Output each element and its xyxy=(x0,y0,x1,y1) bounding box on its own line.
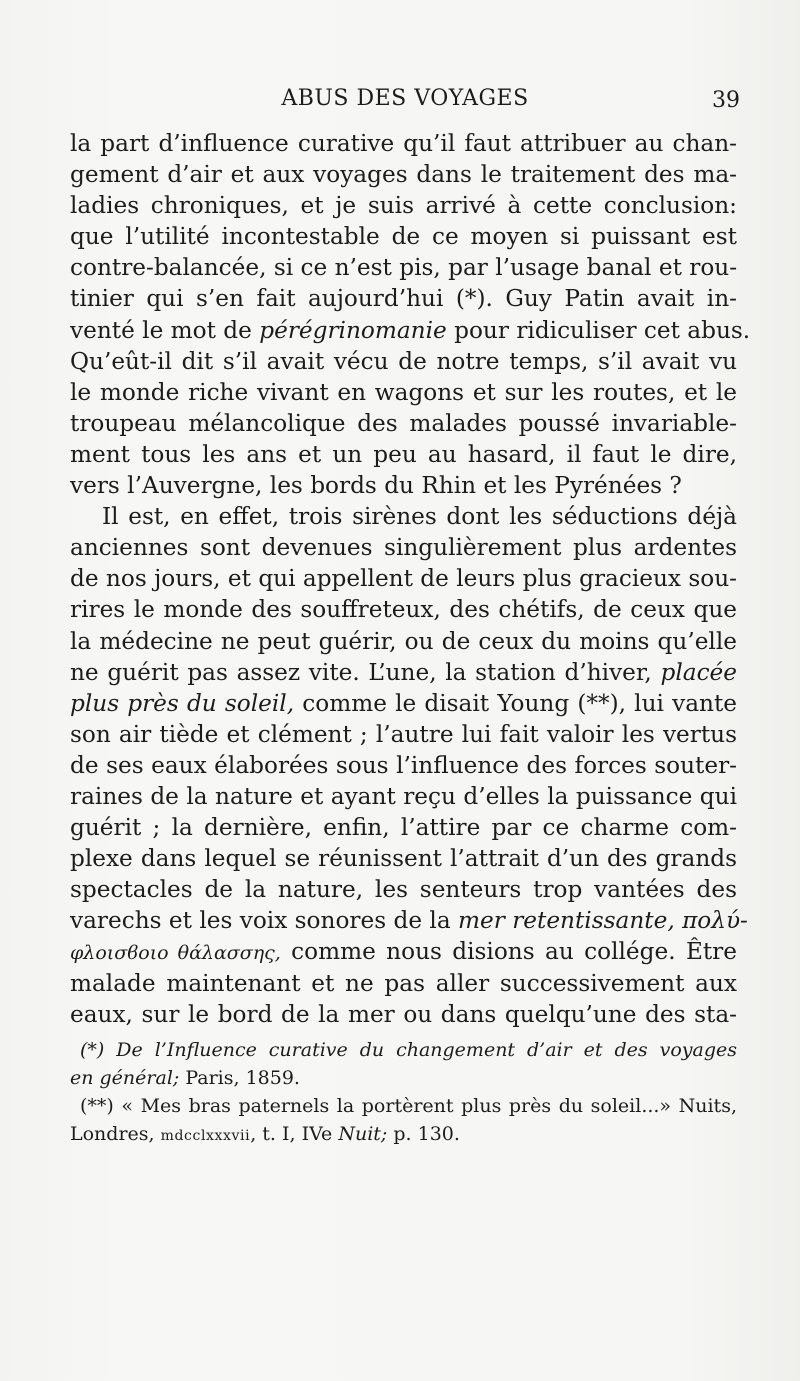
footnote-line xyxy=(70,1120,737,1148)
italic-phrase: placée xyxy=(660,658,737,686)
text-span: pour ridiculiser cet abus. xyxy=(446,316,751,344)
body-text xyxy=(70,128,751,1148)
text-span: ne guérit pas assez vite. L’une, la station d’hiver, xyxy=(70,658,652,686)
text-line: spectacles de la nature, les senteurs trop vantées des xyxy=(70,876,737,904)
text-line: de ses eaux élaborées sous l’influence des forces souter- xyxy=(70,751,737,779)
text-line: de nos jours, et qui appellent de leurs plus gracieux sou- xyxy=(70,565,738,593)
text-line: Qu’eût-il dit s’il avait vécu de notre temps, s’il avait vu xyxy=(70,347,737,375)
text-line: contre-balancée, si ce n’est pis, par l’usage banal et rou- xyxy=(70,254,738,282)
text-span: comme le disait Young (**), lui vante xyxy=(294,689,738,717)
running-title: ABUS DES VOYAGES xyxy=(281,86,529,111)
text-line: que l’utilité incontestable de ce moyen si puissant est xyxy=(70,223,737,251)
text-span: , t. I, IVe xyxy=(250,1122,339,1145)
text-line: anciennes sont devenues singulièrement plus ardentes xyxy=(70,534,737,562)
footnote-line: (**) « Mes bras paternels la portèrent plus près du soleil...» Nuits, xyxy=(80,1094,737,1117)
footnote-line xyxy=(70,1064,737,1092)
text-line: gement d’air et aux voyages dans le traitement des ma- xyxy=(70,161,737,189)
text-line xyxy=(70,688,737,719)
text-line: Il est, en effet, trois sirènes dont les séductions déjà xyxy=(102,503,737,531)
italic-term: Nuit; xyxy=(338,1122,388,1145)
text-line xyxy=(70,905,748,936)
text-line: ladies chroniques, et je suis arrivé à cette conclusion: xyxy=(70,192,737,220)
text-span: varechs et les voix sonores de la xyxy=(70,907,459,935)
italic-phrase: mer retentissante, πολύ- xyxy=(458,907,748,935)
italic-term: pérégrinomanie xyxy=(259,316,447,344)
text-line: malade maintenant et ne pas aller successivement aux xyxy=(70,969,737,997)
text-line: la part d’influence curative qu’il faut attribuer au chan- xyxy=(70,130,737,157)
roman-numeral-year: mdcclxxxvii xyxy=(160,1127,251,1144)
text-line: plexe dans lequel se réunissent l’attrait d’un des grands xyxy=(70,845,737,873)
italic-phrase: plus près du soleil, xyxy=(70,689,295,717)
text-line xyxy=(70,657,737,688)
text-line: ment tous les ans et un peu au hasard, il faut le dire, xyxy=(70,440,737,468)
text-span: comme nous disions au collége. Être xyxy=(280,938,737,966)
text-line: son air tiède et clément ; l’autre lui fait valoir les vertus xyxy=(70,720,737,748)
footnote-title: (*) De l’Influence curative du changement d’air et des voyages xyxy=(80,1038,737,1061)
text-line xyxy=(70,315,751,346)
text-span: Londres, xyxy=(70,1122,161,1145)
text-line: la médecine ne peut guérir, ou de ceux du moins qu’elle xyxy=(70,627,737,655)
text-line: tinier qui s’en fait aujourd’hui (*). Guy Patin avait in- xyxy=(70,285,737,313)
text-line: vers l’Auvergne, les bords du Rhin et les Pyrénées ? xyxy=(70,472,682,500)
text-line xyxy=(70,936,737,967)
text-line: guérit ; la dernière, enfin, l’attire par ce charme com- xyxy=(70,814,737,842)
text-span: venté le mot de xyxy=(70,316,260,344)
greek-phrase: φλοισϐοιο θάλασσης, xyxy=(70,942,281,965)
text-line: raines de la nature et ayant reçu d’elles la puissance qui xyxy=(70,782,737,810)
text-line: le monde riche vivant en wagons et sur les routes, et le xyxy=(70,378,737,406)
text-line: troupeau mélancolique des malades poussé invariable- xyxy=(70,409,737,437)
text-line: rires le monde des souffreteux, des chétifs, de ceux que xyxy=(70,596,737,624)
text-line: eaux, sur le bord de la mer ou dans quelqu’une des sta- xyxy=(70,1000,737,1028)
footnotes xyxy=(70,1036,737,1148)
running-head xyxy=(70,86,740,120)
text-span: Paris, 1859. xyxy=(179,1066,300,1089)
text-span: p. 130. xyxy=(387,1122,460,1145)
page-number: 39 xyxy=(712,88,740,113)
footnote-line xyxy=(70,1036,737,1064)
footnote-title: en général; xyxy=(70,1066,180,1089)
